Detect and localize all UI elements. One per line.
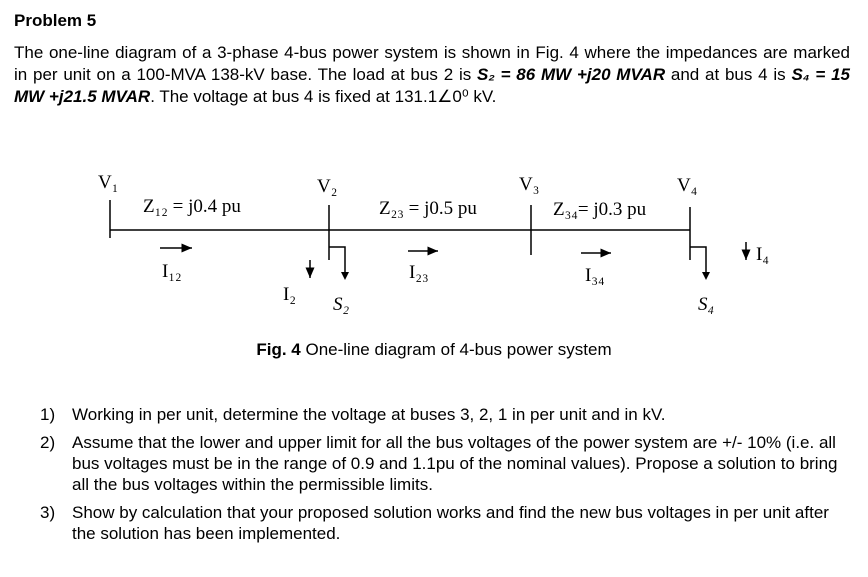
current-i4-label: I₄ xyxy=(756,244,769,265)
current-23-label: I₂₃ xyxy=(409,262,429,283)
question-number: 3) xyxy=(40,503,56,522)
question-list xyxy=(14,404,850,551)
one-line-diagram xyxy=(0,160,868,360)
bus-2-label: V₂ xyxy=(317,176,338,197)
question-item xyxy=(14,432,850,495)
intro-text-2: and at bus 4 is xyxy=(665,65,792,84)
intro-text-3: . The voltage at bus 4 is fixed at 131.1∠0⁰ kV. xyxy=(150,87,497,106)
figure-label: Fig. 4 xyxy=(256,340,301,359)
load-s4-spec: S₄ = 15 MW +j21.5 MVAR xyxy=(14,65,850,106)
load-4-arrowhead xyxy=(702,272,710,280)
question-text: Working in per unit, determine the voltage at buses 3, 2, 1 in per unit and in kV. xyxy=(72,405,666,424)
bus-4-label: V₄ xyxy=(677,175,698,196)
impedance-23-label: Z₂₃ = j0.5 pu xyxy=(379,198,477,219)
bus-3-label: V₃ xyxy=(519,174,540,195)
question-number: 2) xyxy=(40,433,56,452)
impedance-12-label: Z₁₂ = j0.4 pu xyxy=(143,196,241,217)
load-2-arrowhead xyxy=(341,272,349,280)
question-text: Assume that the lower and upper limit for all the bus voltages of the power system are +/- 10% (i.e. all bus voltages must be in the range of 0.9 and 1.1pu of the nominal values). Propose a solution to bring all the bus voltages within the permissible limits. xyxy=(72,433,838,494)
intro-text-1: The one-line diagram of a 3-phase 4-bus power system is shown in Fig. 4 where the impedances are marked in per unit on a 100-MVA 138-kV base. The load at bus 2 is xyxy=(14,43,850,84)
problem-title: Problem 5 xyxy=(14,11,97,30)
load-2-feeder xyxy=(329,247,345,275)
question-item xyxy=(14,502,850,544)
figure-caption-text: One-line diagram of 4-bus power system xyxy=(300,340,612,359)
problem-statement xyxy=(14,42,850,108)
question-item xyxy=(14,404,850,425)
load-4-feeder xyxy=(690,247,706,275)
load-s4-label: S₄ xyxy=(698,294,715,315)
load-s2-spec: S₂ = 86 MW +j20 MVAR xyxy=(477,65,666,84)
question-number: 1) xyxy=(40,405,56,424)
bus-1-label: V₁ xyxy=(98,172,119,193)
current-12-label: I₁₂ xyxy=(162,261,182,282)
current-i2-label: I₂ xyxy=(283,284,296,305)
load-s2-label: S₂ xyxy=(333,294,350,315)
figure-caption xyxy=(0,340,868,360)
impedance-34-label: Z₃₄= j0.3 pu xyxy=(553,199,647,220)
question-text: Show by calculation that your proposed solution works and find the new bus voltages in per unit after the solution has been implemented. xyxy=(72,503,829,543)
current-34-label: I₃₄ xyxy=(585,265,605,286)
